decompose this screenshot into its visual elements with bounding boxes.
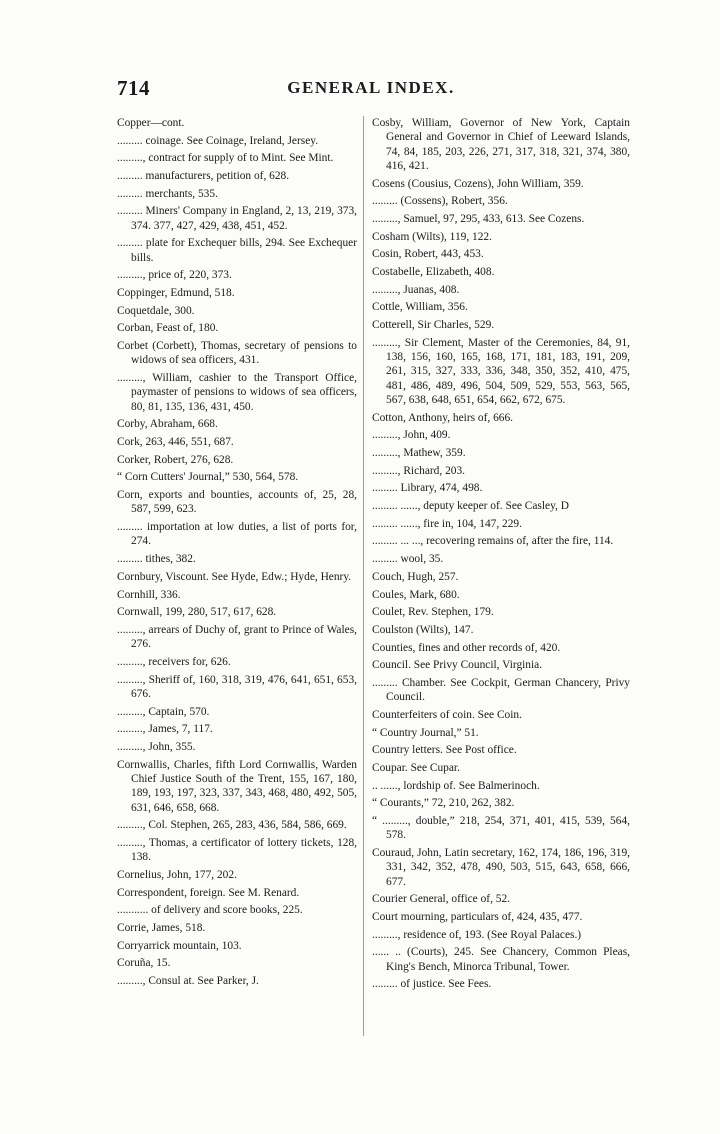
index-entry: ......... (Cossens), Robert, 356. xyxy=(372,195,508,208)
index-entry: Couch, Hugh, 257. xyxy=(372,570,459,583)
index-entry: Council. See Privy Council, Virginia. xyxy=(372,659,543,672)
index-entry: ......... of justice. See Fees. xyxy=(372,978,492,991)
index-entry: ........., Thomas, a certificator of lottery tickets, 128, 138. xyxy=(117,836,357,864)
index-entry: Corn, exports and bounties, accounts of, 25, 28, 587, 599, 623. xyxy=(117,489,357,516)
index-entry: ........., Consul at. See Parker, J. xyxy=(117,974,259,987)
index-entry: Corker, Robert, 276, 628. xyxy=(117,453,234,466)
index-entry: Coquetdale, 300. xyxy=(117,304,195,317)
index-entry: ........., Samuel, 97, 295, 433, 613. See Cozens. xyxy=(372,212,585,225)
index-entry: Cotton, Anthony, heirs of, 666. xyxy=(372,411,514,424)
index-entry: Coulston (Wilts), 147. xyxy=(372,623,474,636)
index-entry: ......... manufacturers, petition of, 628. xyxy=(117,170,290,183)
index-entry: Coruña, 15. xyxy=(117,957,171,970)
index-entry: Cottle, William, 356. xyxy=(372,301,468,314)
index-entry: ........., Sir Clement, Master of the Ceremonies, 84, 91, 138, 156, 160, 165, 168, 171, 181, 183, 191, 209, 261, 315, 327, 333, 336, 348, 350, 352, 410, 475, 481, 486, 489, 496, 504, 509, 529, 553, 563, 565, 567, 638, 648, 651, 654, 662, 672, 675. xyxy=(372,336,630,406)
index-entry: Coules, Mark, 680. xyxy=(372,588,460,601)
index-entry: Corby, Abraham, 668. xyxy=(117,418,218,431)
index-entry: Courier General, office of, 52. xyxy=(372,893,511,906)
index-entry: Cornwallis, Charles, fifth Lord Cornwallis, Warden Chief Justice South of the Trent, 155, 167, 180, 189, 193, 197, 323, 337, 343, 468, 480, 492, 505, 631, 646, 658, 668. xyxy=(117,758,357,814)
index-entry: Country letters. See Post office. xyxy=(372,744,517,757)
page-header xyxy=(117,76,625,100)
index-entry: Coulet, Rev. Stephen, 179. xyxy=(372,606,494,619)
index-entry: Cosens (Cousius, Cozens), John William, 359. xyxy=(372,177,584,190)
index-entry: ......... ......, fire in, 104, 147, 229. xyxy=(372,517,522,530)
index-entry: “ Corn Cutters' Journal,” 530, 564, 578. xyxy=(117,471,299,484)
page-number: 714 xyxy=(117,76,150,100)
index-entry: Cornhill, 336. xyxy=(117,588,181,601)
index-entry: Cotterell, Sir Charles, 529. xyxy=(372,319,495,332)
index-entry: Correspondent, foreign. See M. Renard. xyxy=(117,886,300,899)
index-entry: Corryarrick mountain, 103. xyxy=(117,939,242,952)
index-entry: ......... Library, 474, 498. xyxy=(372,482,483,495)
index-entry: ........., Col. Stephen, 265, 283, 436, 584, 586, 669. xyxy=(117,819,347,832)
index-entry: Cornelius, John, 177, 202. xyxy=(117,868,237,881)
index-entry: .. ......, lordship of. See Balmerinoch. xyxy=(372,779,540,792)
index-entry: Cornbury, Viscount. See Hyde, Edw.; Hyde, Henry. xyxy=(117,570,352,583)
index-entry: ........., John, 355. xyxy=(117,740,196,753)
index-entry: Coppinger, Edmund, 518. xyxy=(117,287,235,300)
column-divider xyxy=(363,116,364,1036)
index-entry: ........., arrears of Duchy of, grant to Prince of Wales, 276. xyxy=(117,623,357,651)
index-entry: ........., residence of, 193. (See Royal Palaces.) xyxy=(372,928,582,941)
index-entry: ...... .. (Courts), 245. See Chancery, Common Pleas, King's Bench, Minorca Tribunal, Tower. xyxy=(372,946,630,973)
index-entry: Costabelle, Elizabeth, 408. xyxy=(372,266,495,279)
index-entry: “ Courants,” 72, 210, 262, 382. xyxy=(372,797,515,810)
index-entry: Corban, Feast of, 180. xyxy=(117,322,219,335)
index-entry: Cosby, William, Governor of New York, Captain General and Governor in Chief of Leeward Islands, 74, 84, 185, 203, 226, 271, 317, 318, 321, 374, 380, 416, 421. xyxy=(372,117,630,172)
index-entry: ........., receivers for, 626. xyxy=(117,655,231,668)
index-entry: Corrie, James, 518. xyxy=(117,921,206,934)
page-title: GENERAL INDEX. xyxy=(287,78,455,97)
index-entry: ......... ......, deputy keeper of. See Casley, D xyxy=(372,500,569,513)
index-entry: ........., Juanas, 408. xyxy=(372,283,460,296)
index-column-left xyxy=(117,116,357,992)
index-entry: ........., Sheriff of, 160, 318, 319, 476, 641, 651, 653, 676. xyxy=(117,673,357,700)
index-entry: ......... wool, 35. xyxy=(372,553,444,566)
index-entry: ......... Miners' Company in England, 2, 13, 219, 373, 374. 377, 427, 429, 438, 451, 452. xyxy=(117,205,357,232)
index-entry: ......... tithes, 382. xyxy=(117,553,196,566)
index-entry: ........., John, 409. xyxy=(372,429,451,442)
index-entry: ......... importation at low duties, a list of ports for, 274. xyxy=(117,521,357,548)
index-entry: ........., James, 7, 117. xyxy=(117,723,213,736)
index-entry: “ Country Journal,” 51. xyxy=(372,726,479,739)
index-entry: Couraud, John, Latin secretary, 162, 174, 186, 196, 319, 331, 342, 352, 478, 490, 503, 515, 643, 658, 666, 677. xyxy=(372,847,630,888)
index-entry: ........., price of, 220, 373. xyxy=(117,269,232,282)
index-entry: ......... merchants, 535. xyxy=(117,187,218,200)
index-entry: Coupar. See Cupar. xyxy=(372,762,460,774)
index-entry: ......... coinage. See Coinage, Ireland, Jersey. xyxy=(117,134,319,147)
index-entry: ........., contract for supply of to Mint. See Mint. xyxy=(117,152,334,165)
index-entry: ........., Captain, 570. xyxy=(117,705,210,718)
index-entry: ........... of delivery and score books, 225. xyxy=(117,904,303,917)
index-entry: Cornwall, 199, 280, 517, 617, 628. xyxy=(117,606,277,619)
index-entry: ......... Chamber. See Cockpit, German Chancery, Privy Council. xyxy=(372,676,630,704)
index-entry: Cork, 263, 446, 551, 687. xyxy=(117,436,234,449)
index-entry: ......... ... ..., recovering remains of, after the fire, 114. xyxy=(372,535,614,548)
index-entry: Court mourning, particulars of, 424, 435, 477. xyxy=(372,911,583,924)
index-entry: ........., Richard, 203. xyxy=(372,464,466,477)
index-entry: “ ........., double,” 218, 254, 371, 401, 415, 539, 564, 578. xyxy=(372,815,630,842)
index-entry: ........., Mathew, 359. xyxy=(372,447,466,460)
index-entry: ........., William, cashier to the Transport Office, paymaster of pensions to widows of sea officers, 80, 81, 135, 136, 431, 450. xyxy=(117,372,357,413)
index-entry: Cosin, Robert, 443, 453. xyxy=(372,248,484,261)
index-entry: Cosham (Wilts), 119, 122. xyxy=(372,230,492,243)
index-column-right xyxy=(372,116,630,995)
index-entry: Corbet (Corbett), Thomas, secretary of pensions to widows of sea officers, 431. xyxy=(117,340,357,367)
index-entry: Copper—cont. xyxy=(117,117,185,129)
index-entry: Counties, fines and other records of, 420. xyxy=(372,641,561,654)
index-entry: ......... plate for Exchequer bills, 294. See Exchequer bills. xyxy=(117,237,357,264)
index-entry: Counterfeiters of coin. See Coin. xyxy=(372,708,522,721)
